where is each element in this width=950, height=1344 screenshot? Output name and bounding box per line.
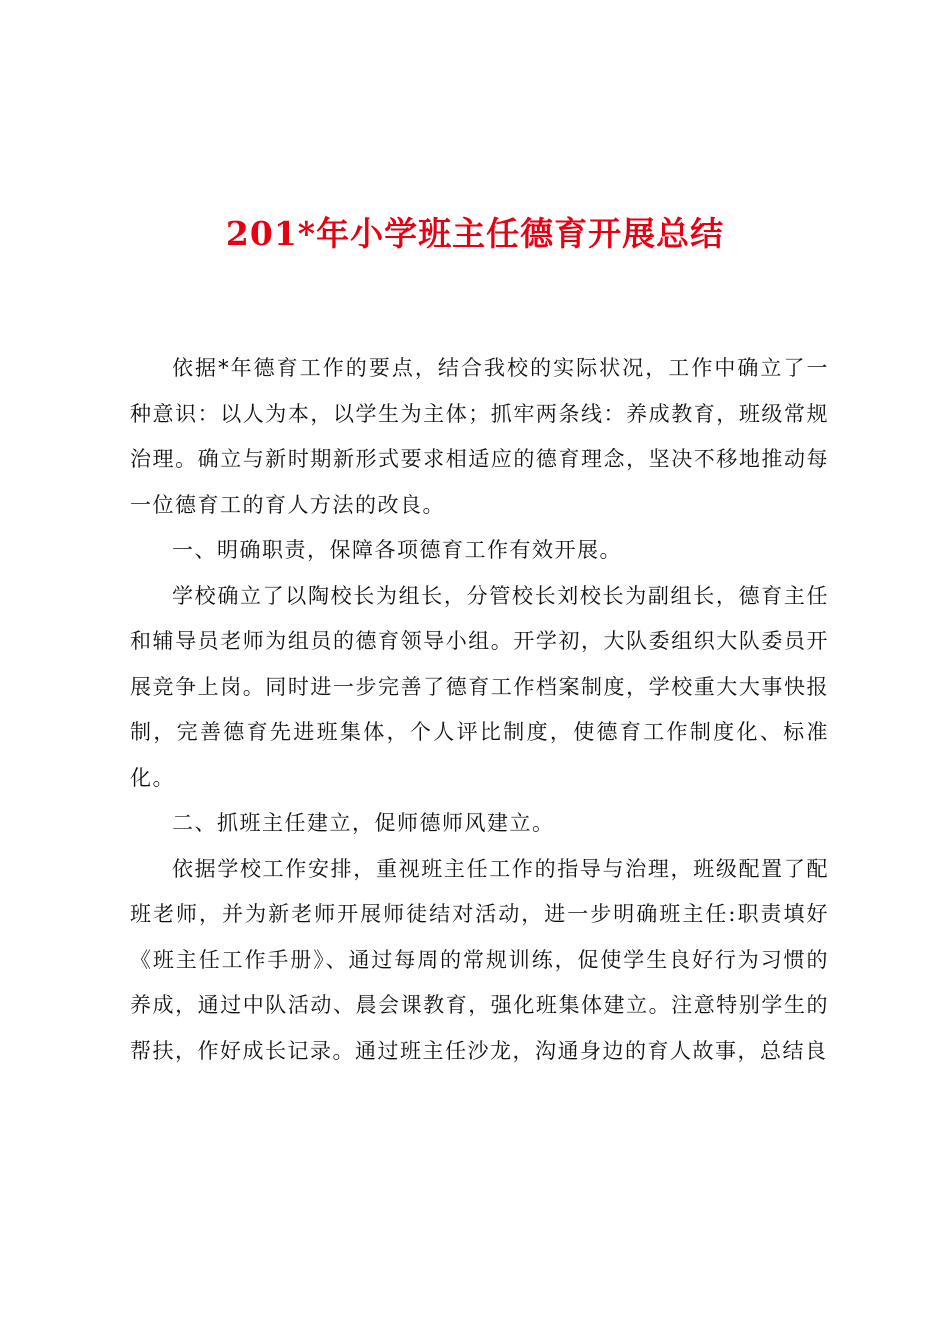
document-title: 201*年小学班主任德育开展总结 — [225, 214, 725, 253]
paragraph-section-2: 依据学校工作安排，重视班主任工作的指导与治理，班级配置了配班老师，并为新老师开展师徒结对活动，进一步明确班主任:职责填好《班主任工作手册》、通过每周的常规训练，促使学生良好行为习惯的养成，通过中队活动、晨会课教育，强化班集体建立。注意特别学生的帮扶，作好成长记录。通过班主任沙龙，沟通身边的育人故事，总结良 — [130, 856, 829, 1063]
document-body — [130, 346, 829, 1074]
section-heading-2: 二、抓班主任建立，促师德师风建立。 — [172, 811, 555, 835]
paragraph-intro: 依据*年德育工作的要点，结合我校的实际状况，工作中确立了一种意识：以人为本，以学生为主体；抓牢两条线：养成教育，班级常规治理。确立与新时期新形式要求相适应的德育理念，坚决不移地推动每一位德育工的育人方法的改良。 — [130, 356, 829, 517]
paragraph-section-1: 学校确立了以陶校长为组长，分管校长刘校长为副组长，德育主任和辅导员老师为组员的德育领导小组。开学初，大队委组织大队委员开展竞争上岗。同时进一步完善了德育工作档案制度，学校重大大事快报制，完善德育先进班集体，个人评比制度，使德育工作制度化、标准化。 — [130, 583, 829, 790]
section-heading-1: 一、明确职责，保障各项德育工作有效开展。 — [172, 538, 622, 562]
